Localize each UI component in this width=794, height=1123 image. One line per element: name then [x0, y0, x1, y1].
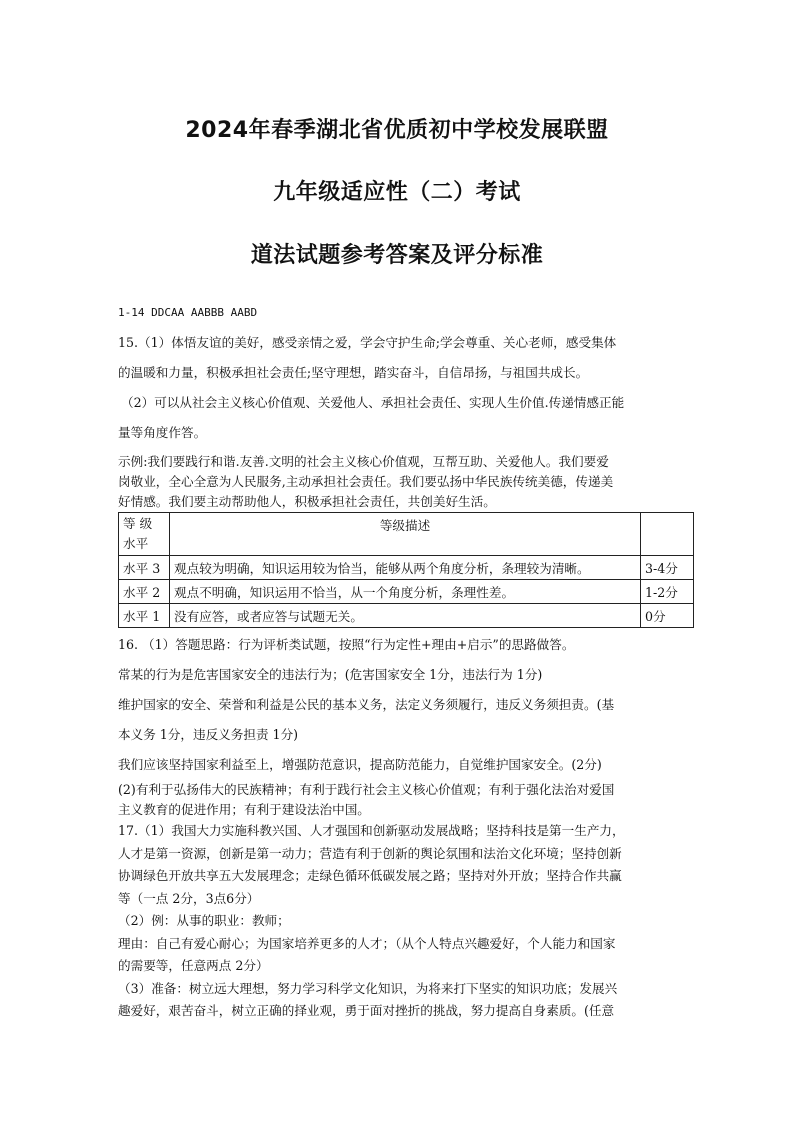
q15-answer — [118, 328, 678, 512]
q15-example-line: 示例:我们要践行和谐.友善.文明的社会主义核心价值观，互帮互助、关爱他人。我们要爱 — [118, 454, 609, 469]
q16-answer — [118, 630, 678, 820]
q16-line: 16. （1）答题思路：行为评析类试题，按照“行为定性+理由+启示”的思路做答。 — [118, 637, 575, 652]
header-level-text: 等 级 — [123, 516, 153, 531]
desc-cell: 没有应答，或者应答与试题无关。 — [170, 604, 641, 628]
q17-answer — [118, 820, 678, 1023]
q15-part2-line: （2）可以从社会主义核心价值观、关爱他人、承担社会责任、实现人生价值.传递情感正能 — [121, 395, 625, 410]
level-cell: 水平 1 — [119, 604, 170, 628]
title-line-3: 道法试题参考答案及评分标准 — [250, 243, 544, 268]
q17-line: （2）例：从事的职业：教师； — [118, 913, 290, 928]
q17-line: 趣爱好，艰苦奋斗，树立正确的择业观，勇于面对挫折的挑战，努力提高自身素质。(任意 — [118, 1003, 615, 1018]
title-line-1: 2024年春季湖北省优质初中学校发展联盟 — [185, 118, 609, 143]
header-level-text: 水平 — [123, 536, 149, 551]
grading-table — [118, 512, 694, 628]
score-cell: 0分 — [641, 604, 694, 628]
q16-line: 维护国家的安全、荣誉和利益是公民的基本义务，法定义务须履行，违反义务须担责。(基 — [118, 697, 615, 712]
q15-example-line: 好情感。我们要主动帮助他人，积极承担社会责任，共创美好生活。 — [118, 494, 496, 509]
q16-line: 常某的行为是危害国家安全的违法行为；(危害国家安全 1分，违法行为 1分) — [118, 667, 543, 682]
q16-part2-line: (2)有利于弘扬伟大的民族精神；有利于践行社会主义核心价值观；有利于强化法治对爱国 — [118, 782, 615, 797]
table-row — [119, 580, 694, 604]
table-row — [119, 556, 694, 580]
level-cell: 水平 2 — [119, 580, 170, 604]
q15-example-line: 岗敬业，全心全意为人民服务,主动承担社会责任。我们要弘扬中华民族传统美德，传递美 — [118, 474, 614, 489]
q17-line: 17.（1）我国大力实施科教兴国、人才强国和创新驱动发展战略；坚持科技是第一生产力， — [118, 823, 625, 838]
q16-part2-line: 主义教育的促进作用；有利于建设法治中国。 — [118, 802, 370, 817]
choice-answer-keys: 1-14 DDCAA AABBB AABD — [118, 306, 258, 319]
header-desc-cell: 等级描述 — [170, 513, 641, 556]
header-level-cell — [119, 513, 170, 556]
q17-line: 协调绿色开放共享五大发展理念；走绿色循环低碳发展之路；坚持对外开放；坚持合作共赢 — [118, 868, 622, 883]
level-cell: 水平 3 — [119, 556, 170, 580]
score-cell: 1-2分 — [641, 580, 694, 604]
q15-part1-line: 的温暖和力量，积极承担社会责任;坚守理想，踏实奋斗，自信昂扬，与祖国共成长。 — [118, 365, 589, 380]
q17-line: 人才是第一资源，创新是第一动力；营造有利于创新的舆论氛围和法治文化环境；坚持创新 — [118, 845, 622, 861]
desc-cell: 观点较为明确，知识运用较为恰当，能够从两个角度分析，条理较为清晰。 — [170, 556, 641, 580]
q17-line: （3）准备：树立远大理想，努力学习科学文化知识，为将来打下坚实的知识功底；发展兴 — [118, 980, 618, 996]
grading-table-header — [119, 513, 694, 556]
answer-body — [118, 306, 678, 1023]
desc-cell: 观点不明确，知识运用不恰当，从一个角度分析，条理性差。 — [170, 580, 641, 604]
q17-line: 的需要等，任意两点 2分） — [118, 958, 269, 973]
q16-line: 我们应该坚持国家利益至上，增强防范意识，提高防范能力，自觉维护国家安全。(2分) — [118, 757, 602, 772]
header-score-cell — [641, 513, 694, 556]
q16-line: 本义务 1分，违反义务担责 1分) — [118, 727, 299, 742]
table-row — [119, 604, 694, 628]
score-cell: 3-4分 — [641, 556, 694, 580]
q17-line: 理由：自己有爱心耐心；为国家培养更多的人才；（从个人特点兴趣爱好，个人能力和国家 — [118, 935, 616, 951]
title-line-2: 九年级适应性（二）考试 — [273, 180, 521, 205]
q15-part2-line: 量等角度作答。 — [118, 425, 207, 440]
q17-line: 等（一点 2分，3点6分） — [118, 890, 260, 906]
q15-part1-line: 15.（1）体悟友谊的美好，感受亲情之爱，学会守护生命;学会尊重、关心老师，感受集体 — [118, 335, 617, 350]
